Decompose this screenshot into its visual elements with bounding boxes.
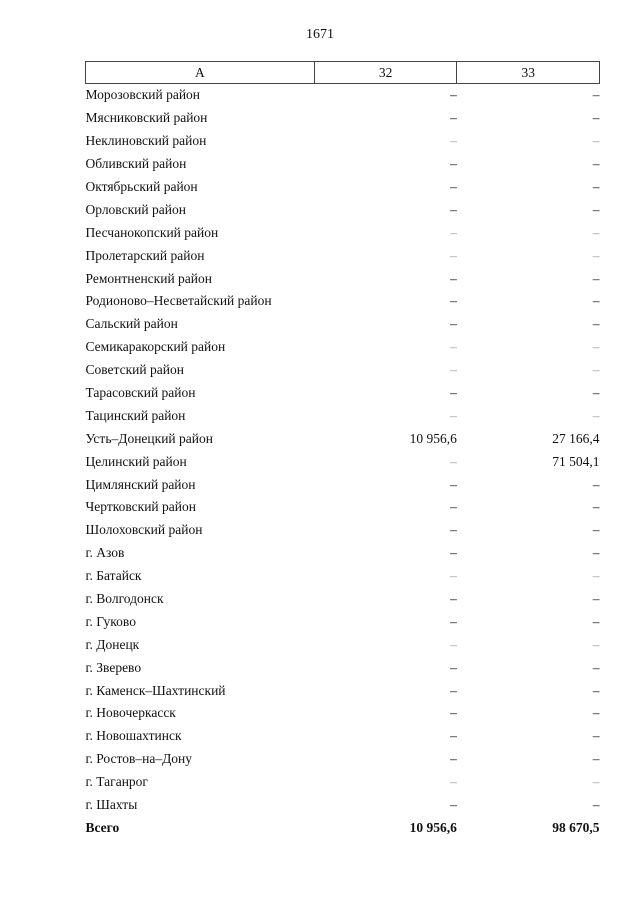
row-col-32-cell: 10 956,6 bbox=[409, 430, 457, 446]
row-name-cell: Усть–Донецкий район bbox=[85, 430, 213, 446]
table-header-row bbox=[86, 62, 600, 84]
row-col-32-cell: – bbox=[450, 201, 457, 217]
row-name-cell: Тарасовский район bbox=[85, 385, 196, 401]
table-row bbox=[86, 519, 600, 542]
row-name-cell: Сальский район bbox=[85, 316, 178, 332]
row-col-32-cell: – bbox=[450, 247, 457, 263]
row-name-cell: г. Новошахтинск bbox=[85, 728, 182, 744]
table-row bbox=[86, 565, 600, 588]
table-row bbox=[86, 84, 600, 107]
row-name-cell: Цимлянский район bbox=[85, 476, 196, 492]
row-col-33-cell: – bbox=[592, 339, 600, 355]
page-number: 1671 bbox=[306, 27, 334, 42]
row-col-33-cell: – bbox=[592, 87, 600, 103]
row-col-32-cell: – bbox=[450, 499, 457, 515]
row-col-33-cell: – bbox=[592, 522, 600, 538]
row-col-32-cell: – bbox=[450, 407, 457, 423]
row-name-cell: Неклиновский район bbox=[85, 133, 207, 149]
row-name-cell: Орловский район bbox=[85, 201, 186, 217]
row-col-32-cell: – bbox=[450, 797, 457, 813]
row-col-33-cell: – bbox=[592, 270, 600, 286]
row-col-33-cell: – bbox=[592, 476, 600, 492]
row-name-cell: Ремонтненский район bbox=[85, 270, 212, 286]
row-col-33-cell: – bbox=[592, 568, 600, 584]
row-col-32-cell: – bbox=[450, 682, 457, 698]
row-col-33-cell: – bbox=[592, 705, 600, 721]
row-name-cell: Семикаракорский район bbox=[85, 339, 226, 355]
row-name-cell: г. Гуково bbox=[85, 613, 136, 629]
row-col-32-cell: – bbox=[450, 774, 457, 790]
row-col-32-cell: – bbox=[450, 476, 457, 492]
row-col-33-cell: – bbox=[592, 682, 600, 698]
row-col-32-cell: – bbox=[450, 362, 457, 378]
table-row bbox=[86, 198, 600, 221]
row-col-32-cell: – bbox=[450, 316, 457, 332]
table-row bbox=[86, 130, 600, 153]
table-row bbox=[86, 610, 600, 633]
table-row bbox=[86, 450, 600, 473]
table-row bbox=[86, 794, 600, 817]
row-col-32-cell: – bbox=[450, 156, 457, 172]
row-name-cell: Чертковский район bbox=[85, 499, 196, 515]
row-col-32-cell: – bbox=[450, 728, 457, 744]
row-name-cell: Песчанокопский район bbox=[85, 224, 219, 240]
row-name-cell: Пролетарский район bbox=[85, 247, 205, 263]
table-row bbox=[86, 702, 600, 725]
table-row bbox=[86, 748, 600, 771]
row-name-cell: Советский район bbox=[85, 362, 184, 378]
table-row bbox=[86, 496, 600, 519]
row-col-33-cell: – bbox=[592, 156, 600, 172]
row-name-cell: Морозовский район bbox=[85, 87, 201, 103]
table-row bbox=[86, 176, 600, 199]
row-col-33-cell: – bbox=[592, 293, 600, 309]
row-name-cell: Целинский район bbox=[85, 453, 187, 469]
row-col-32-cell: – bbox=[450, 636, 457, 652]
header-col-33: 33 bbox=[457, 62, 600, 84]
row-col-33-cell: – bbox=[592, 636, 600, 652]
row-col-32-cell: – bbox=[450, 270, 457, 286]
row-name-cell: г. Шахты bbox=[85, 797, 138, 813]
row-col-33-cell: – bbox=[592, 499, 600, 515]
table-row bbox=[86, 473, 600, 496]
row-col-33-cell: – bbox=[592, 659, 600, 675]
table-row bbox=[86, 290, 600, 313]
data-table bbox=[85, 61, 600, 839]
row-col-32-cell: – bbox=[450, 659, 457, 675]
row-name-cell: Октябрьский район bbox=[85, 179, 198, 194]
row-col-33-cell: – bbox=[592, 224, 600, 240]
table-row bbox=[86, 313, 600, 336]
table-row bbox=[86, 588, 600, 611]
row-name-cell: г. Новочеркасск bbox=[85, 705, 176, 721]
row-col-32-cell: – bbox=[450, 87, 457, 103]
row-col-32-cell: – bbox=[450, 522, 457, 538]
row-col-33-cell: – bbox=[592, 613, 600, 629]
table-row bbox=[86, 427, 600, 450]
row-col-33-cell: – bbox=[592, 545, 600, 561]
row-name-cell: г. Ростов–на–Дону bbox=[85, 751, 193, 767]
row-col-33-cell: – bbox=[592, 201, 600, 217]
table-row bbox=[86, 404, 600, 427]
table-row bbox=[86, 633, 600, 656]
row-col-32-cell: – bbox=[450, 110, 457, 126]
row-name-cell: Шолоховский район bbox=[85, 522, 203, 538]
table-row bbox=[86, 244, 600, 267]
total-row bbox=[86, 817, 600, 840]
row-col-32-cell: – bbox=[450, 293, 457, 309]
row-name-cell: г. Батайск bbox=[85, 568, 142, 584]
row-col-32-cell: – bbox=[450, 705, 457, 721]
table-row bbox=[86, 107, 600, 130]
row-col-33-cell: – bbox=[592, 751, 600, 767]
table-row bbox=[86, 359, 600, 382]
row-col-33-cell: – bbox=[592, 385, 600, 401]
table-row bbox=[86, 221, 600, 244]
table-row bbox=[86, 725, 600, 748]
table-row bbox=[86, 771, 600, 794]
row-name-cell: г. Каменск–Шахтинский bbox=[85, 682, 226, 698]
header-col-a: А bbox=[86, 62, 315, 84]
row-col-32-cell: – bbox=[450, 568, 457, 584]
row-col-33-cell: 71 504,1 bbox=[552, 453, 600, 469]
row-col-32-cell: – bbox=[450, 545, 457, 561]
table-row bbox=[86, 267, 600, 290]
row-col-33-cell: – bbox=[592, 179, 600, 194]
row-name-cell: г. Азов bbox=[85, 545, 125, 561]
header-col-32: 32 bbox=[314, 62, 457, 84]
row-name-cell: г. Донецк bbox=[85, 636, 140, 652]
row-col-33-cell: – bbox=[592, 316, 600, 332]
row-col-33-cell: – bbox=[592, 133, 600, 149]
row-col-33-cell: – bbox=[592, 247, 600, 263]
row-name-cell: Мясниковский район bbox=[85, 110, 208, 126]
row-name-cell: Тацинский район bbox=[85, 407, 186, 423]
row-col-32-cell: – bbox=[450, 179, 457, 194]
row-col-33-cell: – bbox=[592, 774, 600, 790]
row-col-32-cell: – bbox=[450, 751, 457, 767]
total-label: Всего bbox=[85, 819, 120, 835]
table-row bbox=[86, 382, 600, 405]
row-name-cell: г. Волгодонск bbox=[85, 591, 164, 607]
table-row bbox=[86, 336, 600, 359]
row-col-33-cell: – bbox=[592, 110, 600, 126]
table-row bbox=[86, 656, 600, 679]
table-row bbox=[86, 542, 600, 565]
row-col-32-cell: – bbox=[450, 133, 457, 149]
row-col-32-cell: – bbox=[450, 591, 457, 607]
row-col-33-cell: – bbox=[592, 362, 600, 378]
row-col-33-cell: – bbox=[592, 797, 600, 813]
row-col-33-cell: – bbox=[592, 591, 600, 607]
total-col-32: 10 956,6 bbox=[409, 819, 457, 835]
row-col-32-cell: – bbox=[450, 453, 457, 469]
row-col-33-cell: 27 166,4 bbox=[552, 430, 600, 446]
row-col-32-cell: – bbox=[450, 613, 457, 629]
row-name-cell: Родионово–Несветайский район bbox=[85, 293, 272, 309]
row-col-32-cell: – bbox=[450, 224, 457, 240]
row-col-32-cell: – bbox=[450, 385, 457, 401]
row-name-cell: Обливский район bbox=[85, 156, 187, 172]
row-col-32-cell: – bbox=[450, 339, 457, 355]
row-col-33-cell: – bbox=[592, 728, 600, 744]
row-name-cell: г. Таганрог bbox=[85, 774, 148, 790]
row-col-33-cell: – bbox=[592, 407, 600, 423]
total-col-33: 98 670,5 bbox=[552, 819, 600, 835]
table-row bbox=[86, 679, 600, 702]
row-name-cell: г. Зверево bbox=[85, 659, 142, 675]
table-row bbox=[86, 153, 600, 176]
